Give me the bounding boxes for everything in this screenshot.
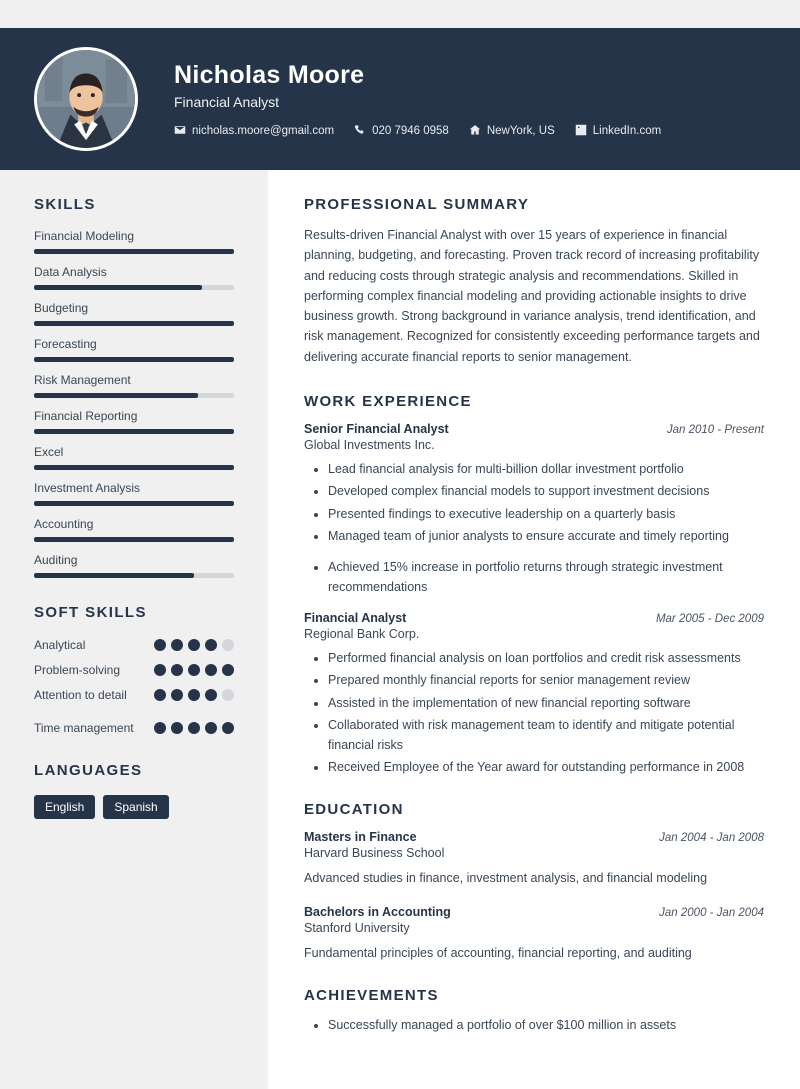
rating-dot <box>222 689 234 701</box>
experience-date: Jan 2010 - Present <box>666 423 764 436</box>
skill-label: Risk Management <box>34 373 131 387</box>
education-school: Harvard Business School <box>304 846 445 861</box>
education-school: Stanford University <box>304 920 410 935</box>
bullet: • Developed complex financial models to support investment decisions <box>328 482 764 501</box>
experience-heading: WORK EXPERIENCE <box>304 392 472 410</box>
summary-heading: PROFESSIONAL SUMMARY <box>304 196 530 213</box>
skill-label: Investment Analysis <box>34 481 141 495</box>
rating-dot <box>205 722 217 734</box>
top-strip-left <box>0 0 268 28</box>
skill-label: Financial Reporting <box>34 409 138 423</box>
sidebar-skills-heading: SKILLS <box>34 196 96 213</box>
bullet: • Received Employee of the Year award for outstanding performance in 2008 <box>328 758 764 777</box>
sidebar-soft-heading: SOFT SKILLS <box>34 604 147 621</box>
rating-dot <box>154 664 166 676</box>
bullet: • Prepared monthly financial reports for senior management review <box>328 671 764 690</box>
rating-dot <box>154 639 166 651</box>
skill-item <box>34 337 234 362</box>
skill-bar-fill <box>34 321 234 326</box>
skill-item <box>34 229 234 254</box>
language-tag: Spanish <box>103 795 168 819</box>
skill-item <box>34 553 234 578</box>
bullet: • Achieved 15% increase in portfolio returns through strategic investment recommendations <box>328 558 764 597</box>
experience-bullets <box>304 460 764 597</box>
summary-text: Results-driven Financial Analyst with over 15 years of experience in financial planning, budgeting, and forecasting. Proven track record of increasing profitability and reducing costs through strategic analysis and recommendations. Skilled in performing complex financial modeling and providing actionable insights to drive business growth. Strong background in variance analysis, trend identification, and risk management. Recognized for consistently exceeding performance targets and delivering accurate financial reports to senior management. <box>304 228 760 364</box>
rating-dot <box>188 689 200 701</box>
rating-dot <box>171 722 183 734</box>
contact-phone[interactable] <box>354 124 449 139</box>
education-desc: Fundamental principles of accounting, financial reporting, and auditing <box>304 945 692 960</box>
contact-row <box>174 124 661 139</box>
skill-bar-fill <box>34 429 234 434</box>
soft-skill-item <box>34 637 234 653</box>
soft-skill-item <box>34 687 234 703</box>
language-tags <box>34 795 234 819</box>
skill-bar-fill <box>34 357 234 362</box>
rating-dot <box>222 639 234 651</box>
resume-header <box>0 28 800 170</box>
languages-section <box>34 762 234 819</box>
skill-item <box>34 265 234 290</box>
contact-linkedin-text: LinkedIn.com <box>592 125 662 137</box>
bullet: • Managed team of junior analysts to ensure accurate and timely reporting <box>328 527 764 546</box>
bullet: • Performed financial analysis on loan portfolios and credit risk assessments <box>328 649 764 668</box>
home-icon <box>469 124 481 139</box>
linkedin-icon <box>575 124 587 139</box>
soft-skill-rating <box>154 689 234 701</box>
skill-bar-fill <box>34 537 234 542</box>
education-heading: EDUCATION <box>304 801 404 819</box>
contact-phone-text: 020 7946 0958 <box>372 125 449 137</box>
skill-bar-fill <box>34 285 202 290</box>
skill-bar <box>34 429 234 434</box>
bullet: • Collaborated with risk management team to identify and mitigate potential financial risks <box>328 716 764 755</box>
soft-skill-rating <box>154 639 234 651</box>
bullet: • Presented findings to executive leadership on a quarterly basis <box>328 505 764 524</box>
contact-linkedin[interactable] <box>575 124 661 139</box>
experience-entry-top <box>304 422 764 436</box>
rating-dot <box>154 722 166 734</box>
rating-dot <box>188 722 200 734</box>
education-date: Jan 2000 - Jan 2004 <box>659 906 764 919</box>
achievements-section <box>304 987 764 1035</box>
skill-bar <box>34 573 234 578</box>
experience-entry-top <box>304 611 764 625</box>
summary-section <box>304 196 764 367</box>
skill-label: Accounting <box>34 517 94 531</box>
rating-dot <box>205 664 217 676</box>
language-tag: English <box>34 795 95 819</box>
rating-dot <box>205 639 217 651</box>
soft-skill-item <box>34 662 234 678</box>
education-date: Jan 2004 - Jan 2008 <box>659 832 764 845</box>
experience-title: Financial Analyst <box>304 611 407 625</box>
rating-dot <box>154 689 166 701</box>
education-entry <box>304 830 764 888</box>
skill-label: Excel <box>34 445 64 459</box>
contact-email-text: nicholas.moore@gmail.com <box>192 125 335 137</box>
rating-dot <box>205 689 217 701</box>
skill-item <box>34 517 234 542</box>
skill-label: Data Analysis <box>34 265 107 279</box>
skill-bar <box>34 537 234 542</box>
rating-dot <box>188 639 200 651</box>
bullet: • Assisted in the implementation of new financial reporting software <box>328 694 764 713</box>
rating-dot <box>188 664 200 676</box>
rating-dot <box>171 664 183 676</box>
skill-bar-fill <box>34 393 198 398</box>
skill-label: Forecasting <box>34 337 97 351</box>
avatar <box>34 47 138 151</box>
soft-skill-rating <box>154 664 234 676</box>
sidebar <box>0 170 268 1089</box>
skill-item <box>34 445 234 470</box>
experience-section <box>304 393 764 778</box>
skill-label: Financial Modeling <box>34 229 135 243</box>
page-title: Nicholas Moore <box>174 60 365 89</box>
soft-skill-label: Analytical <box>34 638 86 652</box>
header-text <box>174 60 661 139</box>
phone-icon <box>354 124 366 139</box>
education-desc: Advanced studies in finance, investment analysis, and financial modeling <box>304 871 708 886</box>
achievements-bullets <box>304 1016 764 1035</box>
education-section <box>304 801 764 963</box>
skill-bar <box>34 501 234 506</box>
soft-skill-rating <box>154 722 234 734</box>
skill-bar <box>34 285 234 290</box>
resume-body <box>0 170 800 1089</box>
skill-bar-fill <box>34 465 234 470</box>
experience-company: Global Investments Inc. <box>304 437 435 452</box>
soft-skills-section <box>34 604 234 736</box>
soft-skill-label: Attention to detail <box>34 688 127 703</box>
education-entry <box>304 905 764 963</box>
experience-entry <box>304 422 764 597</box>
experience-title: Senior Financial Analyst <box>304 421 449 436</box>
achievements-heading: ACHIEVEMENTS <box>304 987 439 1004</box>
rating-dot <box>171 639 183 651</box>
header-role: Financial Analyst <box>174 93 280 110</box>
contact-location[interactable] <box>469 124 555 139</box>
skill-bar-fill <box>34 249 234 254</box>
bullet: • Successfully managed a portfolio of over $100 million in assets <box>328 1016 764 1035</box>
skills-list <box>34 229 234 578</box>
soft-skill-label: Time management <box>34 720 134 735</box>
skill-item <box>34 481 234 506</box>
skill-bar <box>34 357 234 362</box>
sidebar-languages-heading: LANGUAGES <box>34 761 143 779</box>
experience-bullets <box>304 649 764 777</box>
skill-item <box>34 409 234 434</box>
skill-label: Budgeting <box>34 301 89 315</box>
skill-bar <box>34 249 234 254</box>
skill-bar-fill <box>34 573 194 578</box>
skill-item <box>34 373 234 398</box>
skill-bar-fill <box>34 501 234 506</box>
soft-skill-item <box>34 720 234 736</box>
soft-skill-label: Problem-solving <box>34 663 121 678</box>
experience-company: Regional Bank Corp. <box>304 627 420 641</box>
contact-email[interactable] <box>174 124 334 139</box>
education-entry-top <box>304 830 764 844</box>
contact-location-text: NewYork, US <box>486 125 555 137</box>
education-degree: Masters in Finance <box>304 830 417 845</box>
top-strip <box>0 0 800 28</box>
skill-item <box>34 301 234 326</box>
education-degree: Bachelors in Accounting <box>304 904 451 919</box>
rating-dot <box>222 722 234 734</box>
email-icon <box>174 124 186 139</box>
skill-bar <box>34 465 234 470</box>
skill-label: Auditing <box>34 553 78 567</box>
main-content <box>268 170 800 1089</box>
skill-bar <box>34 321 234 326</box>
education-entry-top <box>304 905 764 919</box>
experience-date: Mar 2005 - Dec 2009 <box>655 613 764 625</box>
rating-dot <box>222 664 234 676</box>
bullet: • Lead financial analysis for multi-billion dollar investment portfolio <box>328 460 764 479</box>
experience-entry <box>304 611 764 777</box>
rating-dot <box>171 689 183 701</box>
skill-bar <box>34 393 234 398</box>
